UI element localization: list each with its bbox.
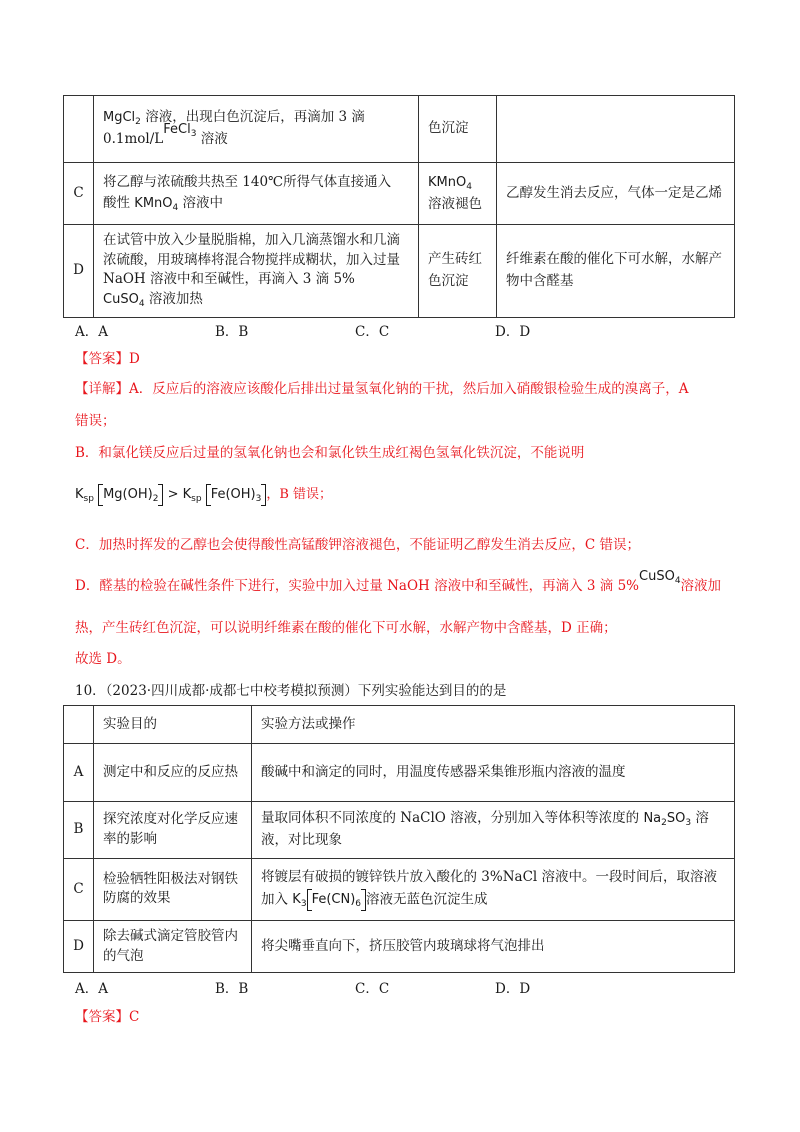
table-question-10 xyxy=(63,705,735,973)
chem-formula: CuSO$_4$ xyxy=(103,291,145,309)
chem-formula: MgCl$_2$ xyxy=(103,109,141,127)
answer-label: 【答案】 xyxy=(75,351,129,367)
method-cell: 将尖嘴垂直向下，挤压胶管内玻璃球将气泡排出 xyxy=(252,920,735,972)
detail-line: 故选 D。 xyxy=(75,651,131,667)
option-a: A．A xyxy=(75,981,108,997)
row-label: A xyxy=(64,744,94,802)
detail-text: D．醛基的检验在碱性条件下进行，实验中加入过量 NaOH 溶液中和至碱性，再滴入 3 滴 5% xyxy=(75,578,639,594)
question-stem: 10．（2023·四川成都·成都七中校考模拟预测）下列实验能达到目的的是 xyxy=(75,683,507,699)
option-b: B．B xyxy=(215,981,249,997)
table-row xyxy=(64,920,735,972)
method-text: 将镀层有破损的镀锌铁片放入酸化的 3%NaCl 溶液中。一段时间后，取溶液 xyxy=(261,869,718,886)
detail-line: C．加热时挥发的乙醇也会使得酸性高锰酸钾溶液褪色，不能证明乙醇发生消去反应，C 错误； xyxy=(75,537,640,553)
method-text: 酸性 xyxy=(103,195,135,212)
detail-text: 溶液加 xyxy=(680,578,722,594)
option-a: A．A xyxy=(75,324,108,340)
method-text: 溶液加热 xyxy=(144,290,203,307)
detail-line: B．和氯化镁反应后过量的氢氧化钠也会和氯化铁生成红褐色氢氧化铁沉淀，不能说明 xyxy=(75,445,585,461)
chem-formula: FeCl$_3$ xyxy=(163,122,197,139)
method-text: 加入 xyxy=(261,891,293,908)
row-label: B xyxy=(64,802,94,859)
conclusion-cell xyxy=(497,96,735,163)
method-cell xyxy=(252,858,735,920)
detail-line xyxy=(75,569,722,602)
goal-cell: 除去碱式滴定管胶管内的气泡 xyxy=(94,920,252,972)
answer-line xyxy=(75,348,140,370)
option-d: D．D xyxy=(495,324,531,340)
options-row xyxy=(75,320,635,340)
header-cell xyxy=(64,706,94,744)
option-c: C．C xyxy=(355,981,390,997)
chem-formula: CuSO$_4$ xyxy=(639,569,681,586)
table-row xyxy=(64,858,735,920)
method-text: 将乙醇与浓硫酸共热至 140℃所得气体直接通入 xyxy=(103,173,392,190)
detail-line: 热，产生砖红色沉淀，可以说明纤维素在酸的催化下可水解，水解产物中含醛基，D 正确； xyxy=(75,620,617,636)
conclusion-cell: 纤维素在酸的催化下可水解，水解产物中含醛基 xyxy=(497,225,735,318)
phenomenon-text: 溶液褪色 xyxy=(428,195,482,212)
method-cell xyxy=(94,96,419,163)
method-text: 液，对比现象 xyxy=(261,832,342,849)
detail-line: 错误； xyxy=(75,413,116,429)
method-cell: 酸碱中和滴定的同时，用温度传感器采集锥形瓶内溶液的温度 xyxy=(252,744,735,802)
detail-text: A．反应后的溶液应该酸化后排出过量氢氧化钠的干扰，然后加入硝酸银检验生成的溴离子，A xyxy=(129,381,689,397)
method-cell xyxy=(94,163,419,225)
answer-label: 【答案】 xyxy=(75,1009,129,1025)
row-label: C xyxy=(64,858,94,920)
ksp-formula: $K_{sp}$ $Mg(OH)_2 > K_{sp}$ $Fe(OH)_3$ ，B 错误； xyxy=(75,483,332,506)
table-row xyxy=(64,96,735,163)
chem-formula: KMnO$_4$ xyxy=(428,174,472,192)
table-question-9 xyxy=(63,95,735,318)
table-row xyxy=(64,802,735,859)
header-cell: 实验目的 xyxy=(94,706,252,744)
option-d: D．D xyxy=(495,981,531,997)
row-label: D xyxy=(64,920,94,972)
goal-cell: 测定中和反应的反应热 xyxy=(94,744,252,802)
row-label: C xyxy=(64,163,94,225)
method-text: 在试管中放入少量脱脂棉，加入几滴蒸馏水和几滴浓硫酸，用玻璃棒将混合物搅拌成糊状，加入过量 NaOH 溶液中和至碱性，再滴入 3 滴 5% xyxy=(103,232,400,288)
chem-formula: $K_3$ $Fe(CN)_6$ xyxy=(292,892,366,907)
method-text: 溶液无蓝色沉淀生成 xyxy=(366,891,488,908)
answer-value: C xyxy=(129,1009,140,1025)
method-text: 溶液中 xyxy=(178,195,224,212)
conclusion-cell: 乙醇发生消去反应，气体一定是乙烯 xyxy=(497,163,735,225)
phenomenon-cell xyxy=(419,163,497,225)
method-text: 0.1mol/L xyxy=(103,131,164,147)
header-cell: 实验方法或操作 xyxy=(252,706,735,744)
method-text: 量取同体积不同浓度的 NaClO 溶液，分别加入等体积等浓度的 xyxy=(261,810,644,826)
table-row xyxy=(64,744,735,802)
table-row xyxy=(64,225,735,318)
method-text: 溶 xyxy=(691,810,709,826)
method-text: 溶液，出现白色沉淀后，再滴加 3 滴 xyxy=(140,108,365,125)
detail-text: ，B 错误； xyxy=(266,487,333,502)
phenomenon-cell: 产生砖红色沉淀 xyxy=(419,225,497,318)
chem-formula: $Na_2SO_3$ xyxy=(643,811,692,828)
method-cell xyxy=(252,802,735,859)
options-row xyxy=(75,977,635,997)
row-label xyxy=(64,96,94,163)
table-row xyxy=(64,163,735,225)
goal-cell: 探究浓度对化学反应速率的影响 xyxy=(94,802,252,859)
method-text: 溶液 xyxy=(196,131,228,147)
phenomenon-cell: 色沉淀 xyxy=(419,96,497,163)
method-cell xyxy=(94,225,419,318)
detail-line xyxy=(75,378,689,400)
answer-line xyxy=(75,1006,139,1028)
goal-cell: 检验牺牲阳极法对钢铁防腐的效果 xyxy=(94,858,252,920)
table-header-row xyxy=(64,706,735,744)
detail-label: 【详解】 xyxy=(75,381,129,397)
option-b: B．B xyxy=(215,324,249,340)
chem-formula: KMnO$_4$ xyxy=(134,196,179,214)
option-c: C．C xyxy=(355,324,390,340)
answer-value: D xyxy=(129,351,140,367)
row-label: D xyxy=(64,225,94,318)
